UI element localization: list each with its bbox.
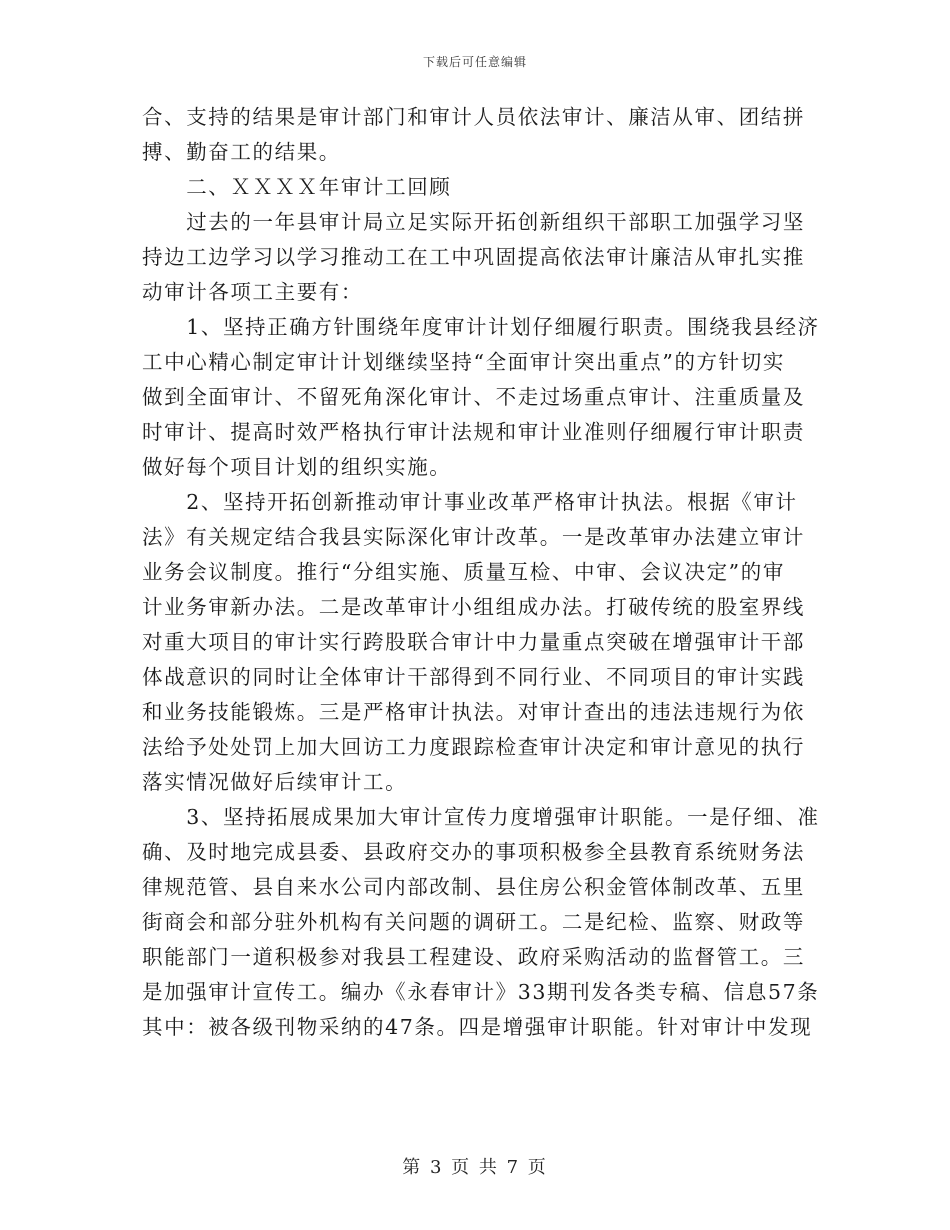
text-line: 动审计各项工主要有：: [142, 280, 363, 304]
text-line: 做好每个项目计划的组织实施。: [142, 455, 452, 479]
text-line: 落实情况做好后续审计工。: [142, 770, 408, 794]
text-line: 2、坚持开拓创新推动审计事业改革严格审计执法。根据《审计: [142, 490, 798, 514]
text-line: 对重大项目的审计实行跨股联合审计中力量重点突破在增强审计干部: [142, 630, 805, 654]
text-line: 过去的一年县审计局立足实际开拓创新组织干部职工加强学习坚: [142, 210, 805, 234]
text-line: 法》有关规定结合我县实际深化审计改革。一是改革审办法建立审计: [142, 525, 805, 549]
text-line: 其中：被各级刊物采纳的47条。四是增强审计职能。针对审计中发现: [142, 1015, 813, 1039]
text-line: 做到全面审计、不留死角深化审计、不走过场重点审计、注重质量及: [142, 385, 805, 409]
text-line: 街商会和部分驻外机构有关问题的调研工。二是纪检、监察、财政等: [142, 910, 805, 934]
text-line: 律规范管、县自来水公司内部改制、县住房公积金管体制改革、五里: [142, 875, 805, 899]
document-body: [142, 100, 820, 1045]
page-header: 下载后可任意编辑: [422, 55, 527, 69]
text-line: 持边工边学习以学习推动工在工中巩固提高依法审计廉洁从审扎实推: [142, 245, 805, 269]
text-line: 1、坚持正确方针围绕年度审计计划仔细履行职责。围绕我县经济: [142, 315, 820, 339]
text-line: 工中心精心制定审计计划继续坚持“全面审计突出重点”的方针切实: [142, 350, 785, 374]
text-line: 法给予处处罚上加大回访工力度跟踪检查审计决定和审计意见的执行: [142, 735, 805, 759]
text-line: 计业务审新办法。二是改革审计小组组成办法。打破传统的股室界线: [142, 595, 805, 619]
text-line: 职能部门一道积极参对我县工程建设、政府采购活动的监督管工。三: [142, 945, 805, 969]
section-heading: 二、ＸＸＸＸ年审计工回顾: [142, 175, 452, 199]
text-line: 和业务技能锻炼。三是严格审计执法。对审计查出的违法违规行为依: [142, 700, 805, 724]
text-line: 是加强审计宣传工。编办《永春审计》33期刊发各类专稿、信息57条: [142, 980, 820, 1004]
text-line: 3、坚持拓展成果加大审计宣传力度增强审计职能。一是仔细、准: [142, 805, 820, 829]
text-line: 确、及时地完成县委、县政府交办的事项积极参全县教育系统财务法: [142, 840, 805, 864]
text-line: 业务会议制度。推行“分组实施、质量互检、中审、会议决定”的审: [142, 560, 785, 584]
text-line: 体战意识的同时让全体审计干部得到不同行业、不同项目的审计实践: [142, 665, 805, 689]
text-line: 时审计、提高时效严格执行审计法规和审计业准则仔细履行审计职责: [142, 420, 805, 444]
text-line: 搏、勤奋工的结果。: [142, 140, 341, 164]
text-line: 合、支持的结果是审计部门和审计人员依法审计、廉洁从审、团结拼: [142, 105, 805, 129]
page-number-footer: 第 3 页 共 7 页: [402, 1157, 548, 1178]
